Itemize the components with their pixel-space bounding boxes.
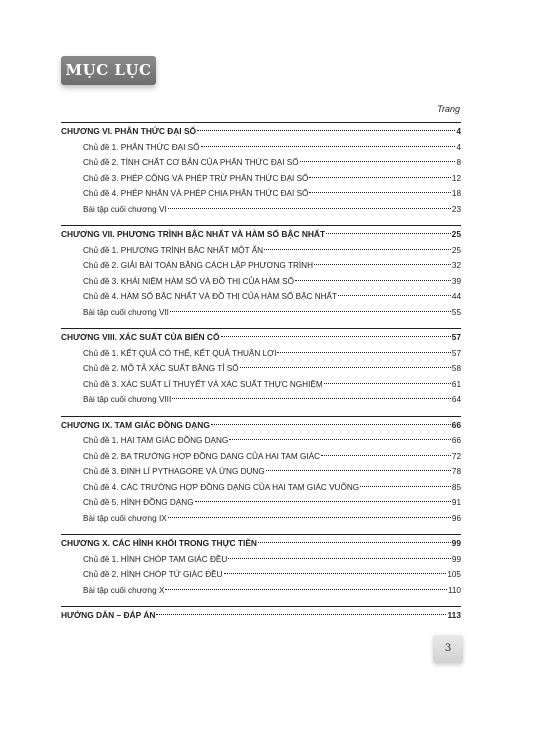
entry-title: Chủ đề 4. PHÉP NHÂN VÀ PHÉP CHIA PHÂN THỨC ĐẠI SỐ	[83, 189, 309, 198]
dot-leader	[300, 161, 456, 162]
dot-leader	[168, 517, 451, 518]
entry-title: Bài tập cuối chương VI	[83, 204, 167, 214]
entry-title: Chủ đề 3. KHÁI NIỆM HÀM SỐ VÀ ĐỒ THỊ CỦA HÀM SỐ	[83, 276, 294, 286]
dot-leader	[295, 280, 451, 281]
entry-title: Chủ đề 1. HÌNH CHÓP TAM GIÁC ĐỀU	[83, 554, 228, 564]
page-ref: 113	[447, 610, 461, 620]
toc-section	[61, 122, 461, 217]
page-ref: 66	[451, 419, 461, 430]
entry-title: Chủ đề 1. KẾT QUẢ CÓ THỂ, KẾT QUẢ THUẬN LỢI	[83, 348, 277, 358]
page-ref: 61	[451, 379, 461, 389]
entry-title: Chủ đề 2. MÔ TẢ XÁC SUẤT BẰNG TỈ SỐ	[83, 364, 239, 373]
dot-leader	[324, 383, 451, 384]
entry-title: Chủ đề 3. XÁC SUẤT LÍ THUYẾT VÀ XÁC SUẤT THỰC NGHIỆM	[83, 379, 323, 389]
page-ref: 72	[451, 451, 461, 461]
toc-entry-row[interactable]	[61, 171, 461, 187]
entry-title: Chủ đề 3. PHÉP CỘNG VÀ PHÉP TRỪ PHÂN THỨC ĐẠI SỐ	[83, 173, 309, 183]
page-ref: 18	[451, 189, 461, 198]
dot-leader	[277, 352, 450, 353]
toc-entry-row[interactable]	[61, 140, 461, 156]
page-ref: 12	[451, 173, 461, 183]
page-ref: 4	[456, 142, 461, 152]
toc-entry-row[interactable]	[61, 289, 461, 305]
page-ref: 91	[451, 498, 461, 507]
chapter-title: CHƯƠNG VI. PHÂN THỨC ĐẠI SỐ	[61, 126, 197, 136]
toc-chapter-row[interactable]	[61, 608, 461, 624]
toc-entry-row[interactable]	[61, 361, 461, 377]
page-number: 3	[433, 635, 463, 663]
page-ref: 4	[456, 126, 461, 136]
page-ref: 55	[451, 307, 461, 317]
page-ref: 32	[451, 261, 461, 270]
entry-title: Bài tập cuối chương IX	[83, 513, 167, 523]
page-ref: 8	[456, 158, 461, 167]
toc-entry-row[interactable]	[61, 155, 461, 171]
page-ref: 105	[447, 570, 461, 579]
page-ref: 85	[451, 482, 461, 492]
toc-section	[61, 534, 461, 598]
page-ref: 110	[447, 585, 461, 595]
dot-leader	[314, 264, 451, 265]
dot-leader	[224, 573, 447, 574]
dot-leader	[266, 470, 451, 471]
page-ref: 78	[451, 467, 461, 476]
page-column-label: Trang	[437, 104, 460, 114]
entry-title: Bài tập cuối chương VII	[83, 307, 169, 317]
dot-leader	[168, 208, 451, 209]
page-ref: 25	[451, 245, 461, 255]
chapter-title: CHƯƠNG VIII. XÁC SUẤT CỦA BIẾN CỐ	[61, 332, 220, 342]
toc-entry-row[interactable]	[61, 495, 461, 511]
dot-leader	[326, 233, 451, 234]
dot-leader	[229, 439, 451, 440]
dot-leader	[309, 192, 450, 193]
chapter-title: HƯỚNG DẪN – ĐÁP ÁN	[61, 610, 156, 620]
toc-entry-row[interactable]	[61, 511, 461, 527]
page-ref: 39	[451, 276, 461, 286]
dot-leader	[221, 336, 451, 337]
dot-leader	[165, 589, 447, 590]
dot-leader	[172, 398, 451, 399]
toc-chapter-row[interactable]	[61, 330, 461, 346]
page-ref: 23	[451, 204, 461, 214]
page-ref: 57	[451, 332, 461, 342]
page-ref: 57	[451, 348, 461, 358]
toc-chapter-row[interactable]	[61, 536, 461, 552]
toc-entry-row[interactable]	[61, 202, 461, 218]
entry-title: Chủ đề 1. PHƯƠNG TRÌNH BẬC NHẤT MỘT ẨN	[83, 245, 264, 255]
entry-title: Chủ đề 1. HAI TAM GIÁC ĐỒNG DẠNG	[83, 436, 229, 445]
toc-entry-row[interactable]	[61, 552, 461, 568]
dot-leader	[195, 501, 451, 502]
toc-section	[61, 328, 461, 408]
dot-leader	[258, 542, 451, 543]
entry-title: Chủ đề 2. HÌNH CHÓP TỨ GIÁC ĐỀU	[83, 570, 223, 579]
toc-entry-row[interactable]	[61, 305, 461, 321]
toc-entry-row[interactable]	[61, 392, 461, 408]
dot-leader	[360, 486, 451, 487]
entry-title: Chủ đề 2. TÍNH CHẤT CƠ BẢN CỦA PHÂN THỨC ĐẠI SỐ	[83, 158, 299, 167]
entry-title: Chủ đề 5. HÌNH ĐỒNG DẠNG	[83, 498, 194, 507]
toc-entry-row[interactable]	[61, 480, 461, 496]
table-of-contents	[61, 122, 461, 632]
page-ref: 66	[451, 436, 461, 445]
page-ref: 99	[451, 554, 461, 564]
entry-title: Chủ đề 4. CÁC TRƯỜNG HỢP ĐỒNG DẠNG CỦA HAI TAM GIÁC VUÔNG	[83, 482, 360, 492]
dot-leader	[170, 311, 451, 312]
dot-leader	[201, 146, 456, 147]
dot-leader	[338, 295, 451, 296]
dot-leader	[156, 614, 446, 615]
entry-title: Chủ đề 4. HÀM SỐ BẬC NHẤT VÀ ĐỒ THỊ CỦA HÀM SỐ BẬC NHẤT	[83, 292, 338, 301]
entry-title: Chủ đề 2. GIẢI BÀI TOÁN BẰNG CÁCH LẬP PHƯƠNG TRÌNH	[83, 261, 313, 270]
entry-title: Chủ đề 2. BA TRƯỜNG HỢP ĐỒNG DẠNG CỦA HAI TAM GIÁC	[83, 451, 320, 461]
page-ref: 64	[451, 395, 461, 404]
entry-title: Chủ đề 1. PHÂN THỨC ĐẠI SỐ	[83, 142, 200, 152]
page-ref: 58	[451, 364, 461, 373]
entry-title: Chủ đề 3. ĐỊNH LÍ PYTHAGORE VÀ ỨNG DỤNG	[83, 467, 265, 476]
toc-entry-row[interactable]	[61, 346, 461, 362]
toc-entry-row[interactable]	[61, 567, 461, 583]
page-ref: 44	[451, 292, 461, 301]
toc-entry-row[interactable]	[61, 258, 461, 274]
toc-chapter-row[interactable]	[61, 418, 461, 434]
toc-entry-row[interactable]	[61, 274, 461, 290]
chapter-title: CHƯƠNG IX. TAM GIÁC ĐỒNG DẠNG	[61, 419, 210, 430]
chapter-title: CHƯƠNG X. CÁC HÌNH KHỐI TRONG THỰC TIỄN	[61, 538, 257, 548]
toc-chapter-row[interactable]	[61, 227, 461, 243]
dot-leader	[309, 177, 450, 178]
toc-chapter-row[interactable]	[61, 124, 461, 140]
toc-entry-row[interactable]	[61, 186, 461, 202]
entry-title: Bài tập cuối chương X	[83, 585, 165, 595]
page-ref: 25	[451, 229, 461, 239]
entry-title: Bài tập cuối chương VIII	[83, 395, 172, 404]
toc-section	[61, 416, 461, 527]
toc-section	[61, 225, 461, 320]
toc-entry-row[interactable]	[61, 433, 461, 449]
toc-entry-row[interactable]	[61, 464, 461, 480]
dot-leader	[321, 455, 451, 456]
toc-entry-row[interactable]	[61, 583, 461, 599]
page-ref: 96	[451, 513, 461, 523]
dot-leader	[228, 558, 451, 559]
chapter-title: CHƯƠNG VII. PHƯƠNG TRÌNH BẬC NHẤT VÀ HÀM SỐ BẬC NHẤT	[61, 229, 326, 239]
dot-leader	[197, 130, 455, 131]
toc-section	[61, 606, 461, 624]
page-ref: 99	[451, 538, 461, 548]
toc-entry-row[interactable]	[61, 449, 461, 465]
toc-entry-row[interactable]	[61, 377, 461, 393]
page-title: MỤC LỤC	[61, 56, 156, 85]
dot-leader	[211, 424, 451, 425]
dot-leader	[264, 249, 451, 250]
dot-leader	[240, 367, 451, 368]
toc-entry-row[interactable]	[61, 243, 461, 259]
